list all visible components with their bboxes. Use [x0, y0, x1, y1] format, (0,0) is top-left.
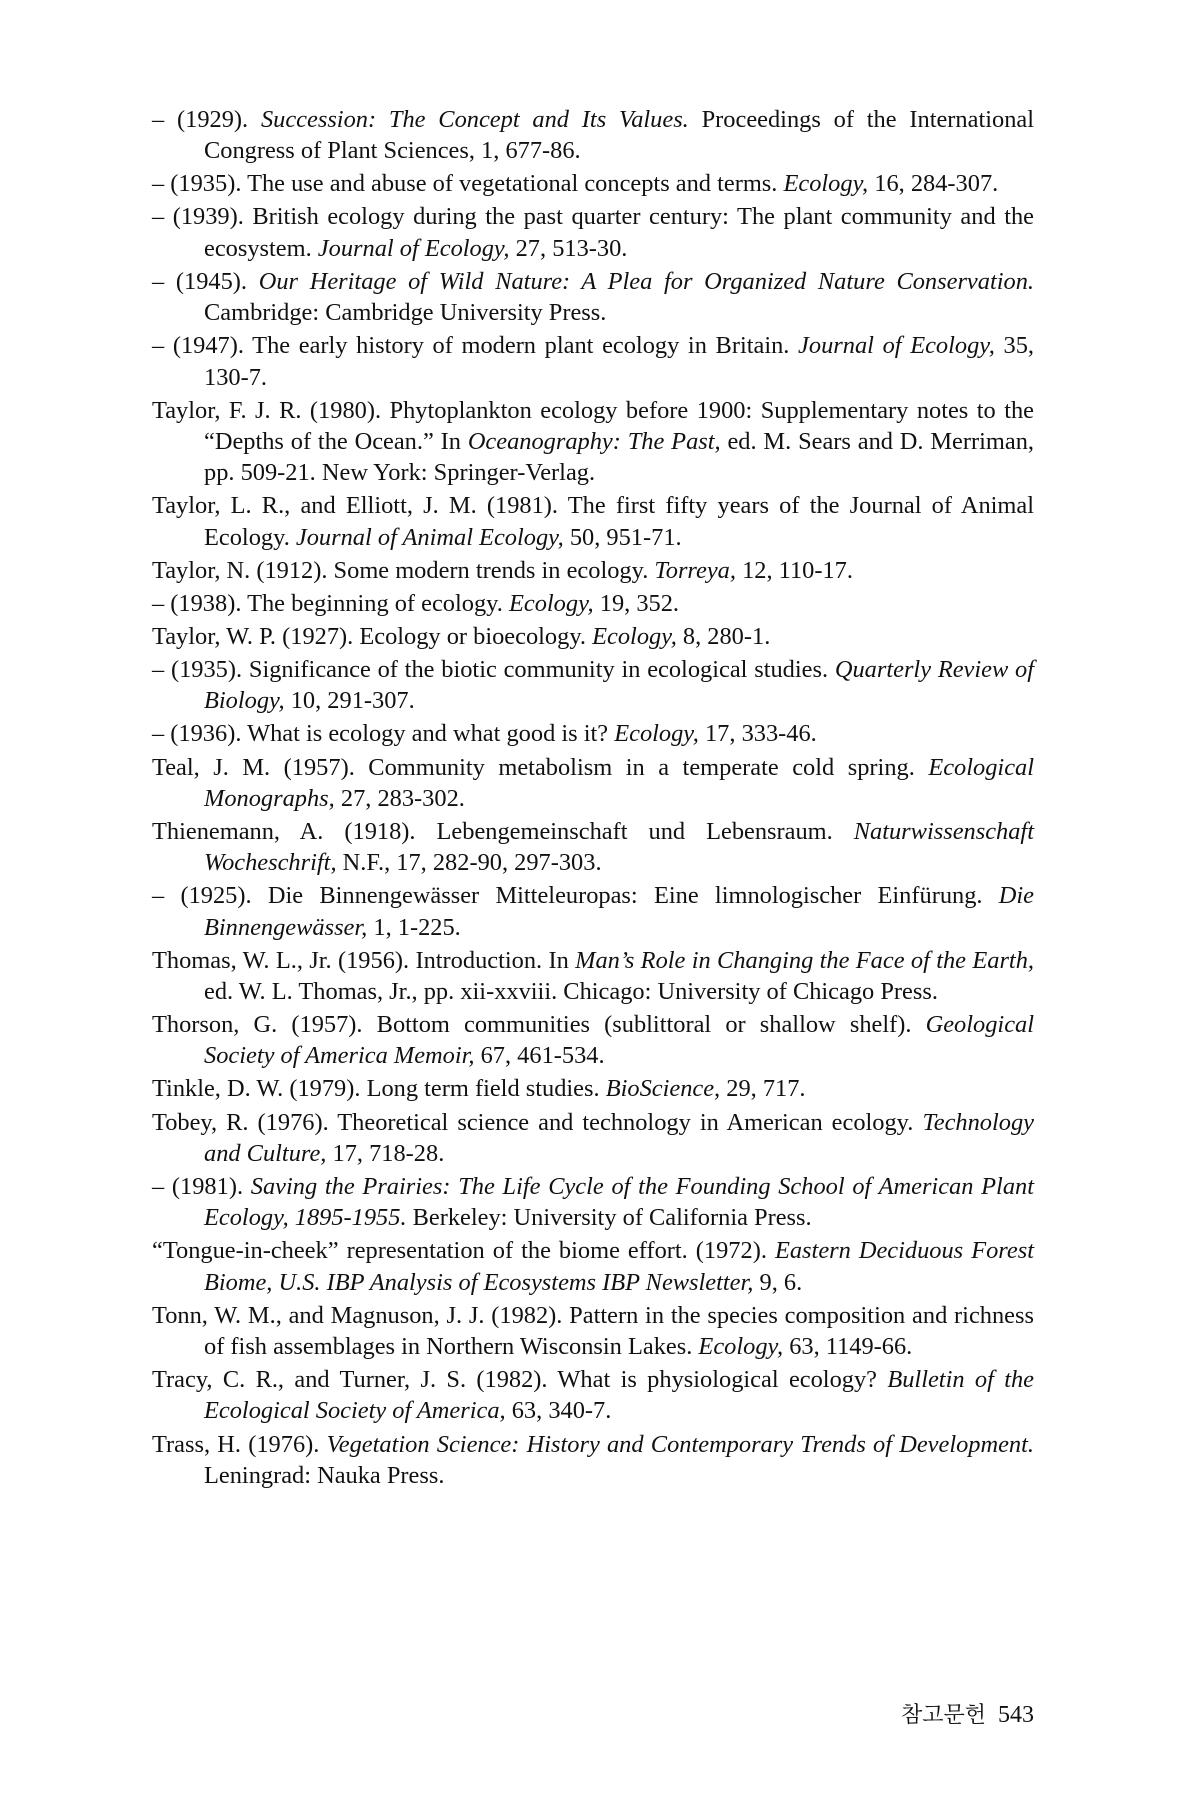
reference-entry: “Tongue-in-cheek” representation of the biome effort. (1972). Eastern Deciduous Forest Biome, U.S. IBP Analysis of Ecosystems IBP Newsletter, 9, 6. — [152, 1237, 1034, 1296]
reference-entry: – (1947). The early history of modern plant ecology in Britain. Journal of Ecology, 35, 130-7. — [152, 332, 1034, 391]
reference-list — [152, 104, 1034, 1491]
reference-entry: Tobey, R. (1976). Theoretical science and technology in American ecology. Technology and Culture, 17, 718-28. — [152, 1108, 1034, 1167]
reference-entry: – (1938). The beginning of ecology. Ecology, 19, 352. — [152, 589, 680, 617]
reference-entry: Teal, J. M. (1957). Community metabolism in a temperate cold spring. Ecological Monographs, 27, 283-302. — [152, 753, 1034, 812]
reference-entry: – (1981). Saving the Prairies: The Life Cycle of the Founding School of American Plant Ecology, 1895-1955. Berkeley: University of California Press. — [152, 1172, 1034, 1232]
page-number: 543 — [998, 1702, 1034, 1728]
page-footer — [901, 1700, 1034, 1731]
reference-entry: Taylor, F. J. R. (1980). Phytoplankton ecology before 1900: Supplementary notes to the “Depths of the Ocean.” In Oceanography: The Past, ed. M. Sears and D. Merriman, pp. 509-21. New York: Springer-Verlag. — [152, 396, 1034, 487]
reference-entry: Taylor, N. (1912). Some modern trends in ecology. Torreya, 12, 110-17. — [152, 556, 853, 584]
section-label: 참고문헌 — [900, 1703, 986, 1728]
reference-entry: Taylor, L. R., and Elliott, J. M. (1981). The first fifty years of the Journal of Animal Ecology. Journal of Animal Ecology, 50, 951-71. — [152, 492, 1034, 551]
reference-entry: – (1935). Significance of the biotic community in ecological studies. Quarterly Review of Biology, 10, 291-307. — [152, 656, 1034, 715]
reference-entry: – (1936). What is ecology and what good is it? Ecology, 17, 333-46. — [152, 720, 817, 748]
reference-entry: Taylor, W. P. (1927). Ecology or bioecology. Ecology, 8, 280-1. — [152, 622, 771, 650]
reference-entry: Thorson, G. (1957). Bottom communities (sublittoral or shallow shelf). Geological Society of America Memoir, 67, 461-534. — [152, 1011, 1034, 1070]
reference-entry: Trass, H. (1976). Vegetation Science: History and Contemporary Trends of Development. Leningrad: Nauka Press. — [152, 1430, 1035, 1489]
reference-entry: Thomas, W. L., Jr. (1956). Introduction. In Man’s Role in Changing the Face of the Earth, ed. W. L. Thomas, Jr., pp. xii-xxviii. Chicago: University of Chicago Press. — [152, 946, 1035, 1005]
reference-entry: – (1939). British ecology during the past quarter century: The plant community and the ecosystem. Journal of Ecology, 27, 513-30. — [152, 203, 1034, 262]
reference-entry: Tinkle, D. W. (1979). Long term field studies. BioScience, 29, 717. — [152, 1075, 806, 1103]
reference-entry: Tonn, W. M., and Magnuson, J. J. (1982). Pattern in the species composition and richness of fish assemblages in Northern Wisconsin Lakes. Ecology, 63, 1149-66. — [152, 1301, 1034, 1361]
reference-entry: – (1945). Our Heritage of Wild Nature: A Plea for Organized Nature Conservation. Cambridge: Cambridge University Press. — [152, 267, 1034, 327]
reference-entry: – (1929). Succession: The Concept and Its Values. Proceedings of the International Congress of Plant Sciences, 1, 677-86. — [152, 106, 1034, 165]
reference-entry: – (1925). Die Binnengewässer Mitteleuropas: Eine limnologischer Einfürung. Die Binnengewässer, 1, 1-225. — [152, 882, 1034, 941]
reference-entry: Thienemann, A. (1918). Lebengemeinschaft und Lebensraum. Naturwissenschaft Wocheschrift, N.F., 17, 282-90, 297-303. — [152, 817, 1034, 877]
bibliography-page — [152, 104, 1034, 1684]
reference-entry: Tracy, C. R., and Turner, J. S. (1982). What is physiological ecology? Bulletin of the Ecological Society of America, 63, 340-7. — [152, 1366, 1035, 1425]
reference-entry: – (1935). The use and abuse of vegetational concepts and terms. Ecology, 16, 284-307. — [152, 170, 999, 198]
